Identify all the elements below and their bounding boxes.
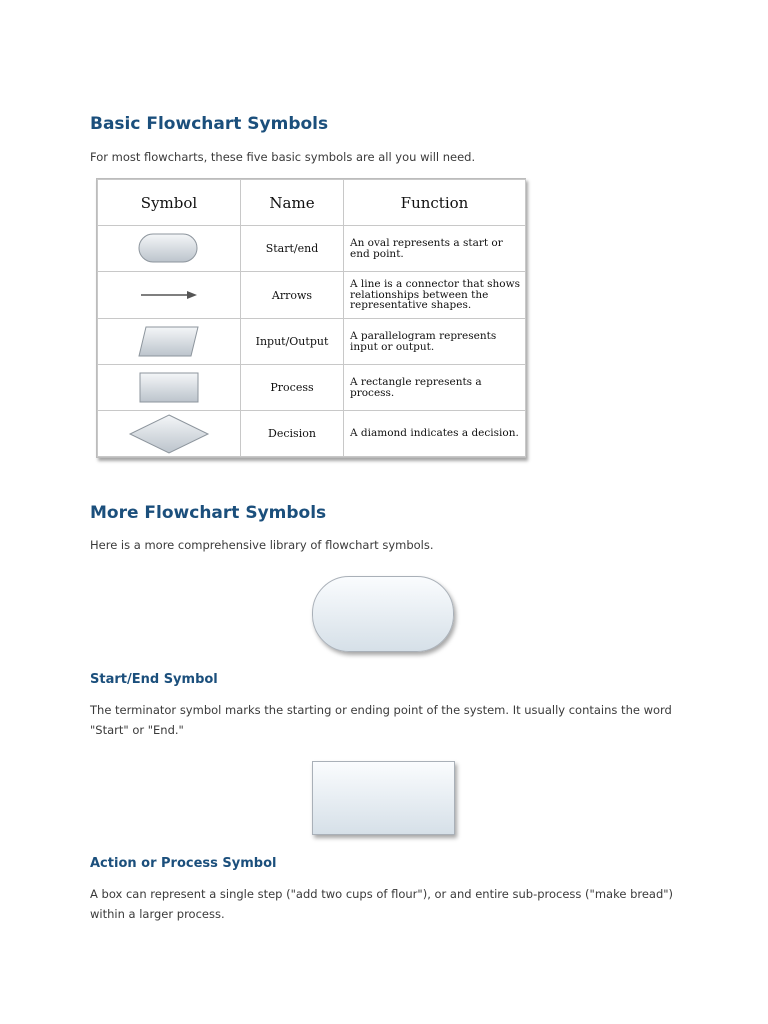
more-symbols-intro: Here is a more comprehensive library of flowchart symbols.	[90, 538, 434, 552]
more-symbols-heading: More Flowchart Symbols	[90, 503, 327, 523]
table-row	[98, 272, 526, 319]
process-box-icon	[312, 761, 455, 835]
table-row	[98, 365, 526, 411]
symbol-table-image	[96, 178, 526, 458]
terminator-icon	[312, 576, 454, 652]
column-header-symbol: Symbol	[98, 180, 241, 226]
row-function: A rectangle represents a process.	[344, 365, 526, 411]
diamond-icon	[128, 413, 210, 455]
row-function: A diamond indicates a decision.	[344, 411, 526, 457]
arrow-icon	[139, 289, 199, 301]
table-row	[98, 411, 526, 457]
start-end-symbol-description: The terminator symbol marks the starting or ending point of the system. It usually contains the word "Start" or "End."	[90, 703, 672, 737]
row-name: Arrows	[241, 272, 344, 319]
row-function: A parallelogram represents input or output.	[344, 319, 526, 365]
process-symbol-heading: Action or Process Symbol	[90, 856, 277, 871]
basic-symbols-heading: Basic Flowchart Symbols	[90, 114, 329, 134]
row-function: An oval represents a start or end point.	[344, 226, 526, 272]
row-name: Input/Output	[241, 319, 344, 365]
row-name: Decision	[241, 411, 344, 457]
column-header-name: Name	[241, 180, 344, 226]
column-header-function: Function	[344, 180, 526, 226]
table-header-row	[98, 180, 526, 226]
table-row	[98, 226, 526, 272]
symbol-table	[97, 179, 526, 457]
row-function: A line is a connector that shows relationships between the representative shapes.	[344, 272, 526, 319]
row-name: Process	[241, 365, 344, 411]
table-row	[98, 319, 526, 365]
row-name: Start/end	[241, 226, 344, 272]
rectangle-icon	[138, 372, 200, 404]
basic-symbols-intro: For most flowcharts, these five basic symbols are all you will need.	[90, 150, 476, 164]
start-end-symbol-heading: Start/End Symbol	[90, 672, 218, 687]
process-symbol-description: A box can represent a single step ("add two cups of flour"), or and entire sub-process ("make bread") within a larger process.	[90, 887, 674, 921]
oval-icon	[138, 233, 200, 265]
parallelogram-icon	[138, 326, 200, 358]
